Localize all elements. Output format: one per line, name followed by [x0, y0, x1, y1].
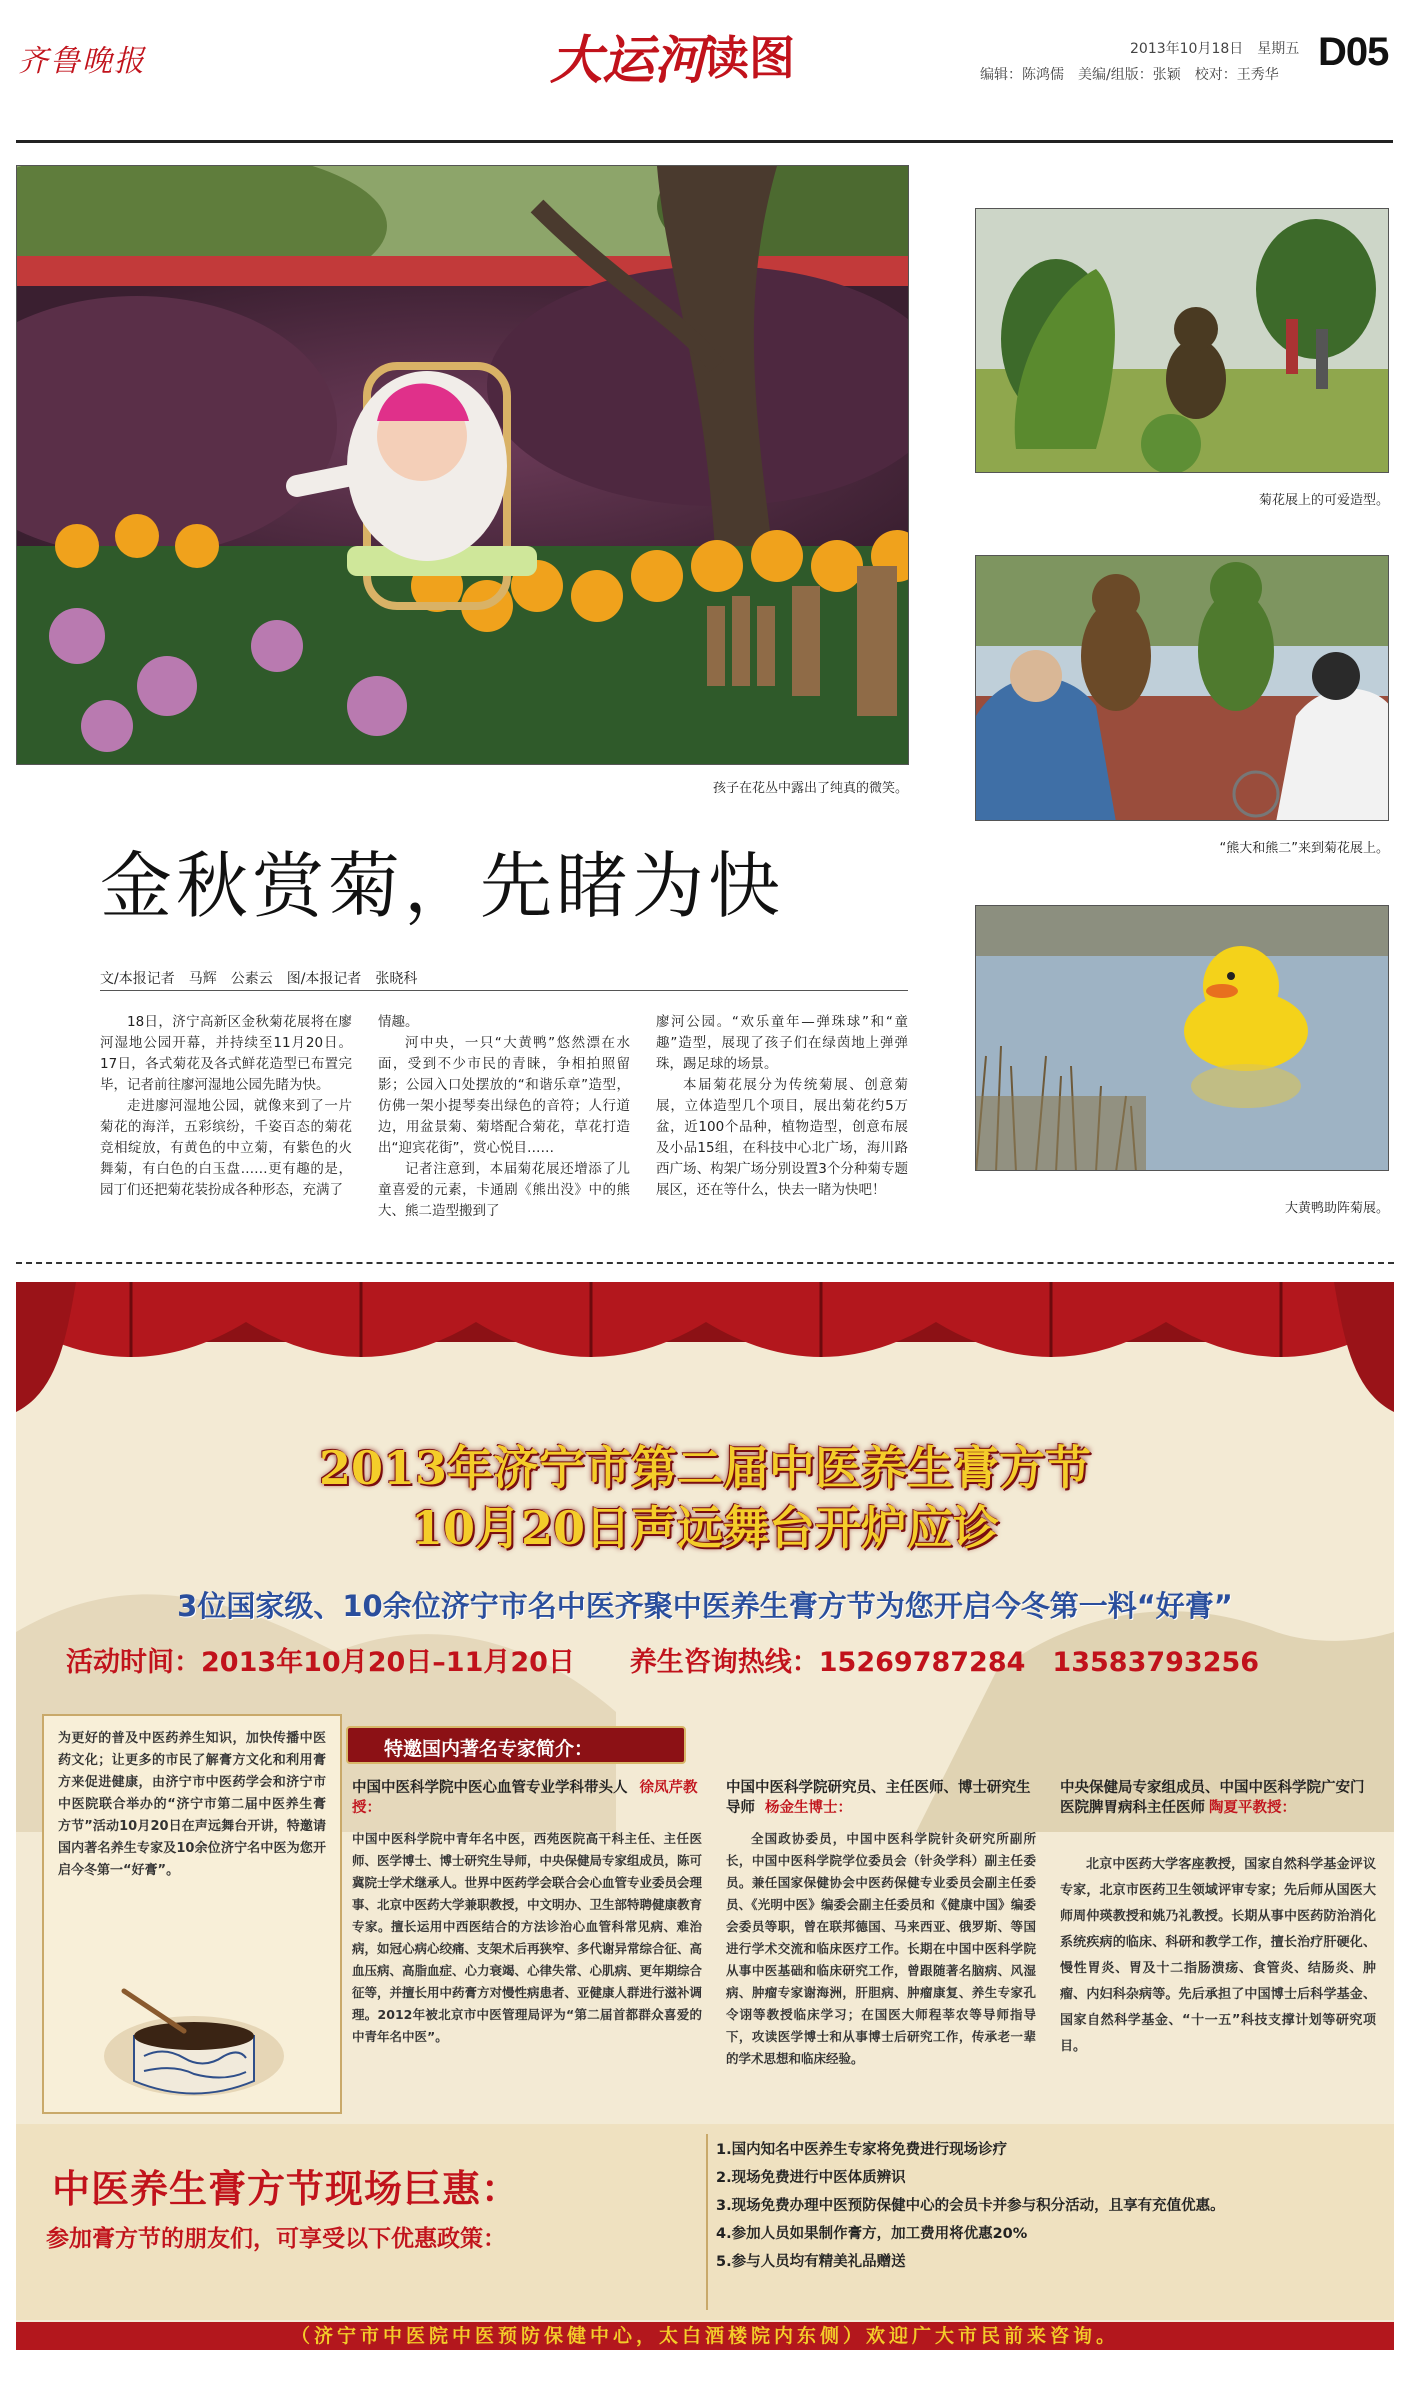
paragraph: 情趣。 — [378, 1014, 419, 1030]
section-divider — [16, 1262, 1394, 1264]
main-photo-caption: 孩子在花丛中露出了纯真的微笑。 — [712, 781, 908, 796]
article-column-2 — [378, 1012, 630, 1222]
ad-footer-text: （济宁市中医院中医预防保健中心，太白酒楼院内东侧）欢迎广大市民前来咨询。 — [290, 2325, 1119, 2347]
hotline-label: 养生咨询热线： — [629, 1647, 819, 1678]
promo-subtitle: 参加膏方节的朋友们，可享受以下优惠政策： — [46, 2226, 506, 2252]
expert-3-bio: 北京中医药大学客座教授，国家自然科学基金评议专家，北京市医药卫生领域评审专家；先后师从国医大师周仲瑛教授和姚乃礼教授。长期从事中医药防治消化系统疾病的临床、科研和教学工作，擅长治疗肝硬化、慢性胃炎、胃及十二指肠溃疡、食管炎、结肠炎、肿瘤、内妇科杂病等。先后承担了中国博士后科学基金、国家自然科学基金、“十一五”科技支撑计划等研究项目。 — [1060, 1857, 1376, 2054]
rubber-duck-lake-image — [976, 906, 1389, 1171]
advertisement — [16, 1282, 1394, 2350]
masthead-rule — [16, 140, 1393, 143]
promo-list — [716, 2136, 1225, 2276]
promo-item: 1.国内知名中医养生专家将免费进行现场诊疗 — [716, 2142, 1008, 2158]
side-photo-3 — [975, 905, 1389, 1171]
section-name: 读图 — [703, 31, 795, 85]
paper-name: 齐鲁晚报 — [18, 44, 146, 79]
article-column-3 — [656, 1012, 908, 1201]
paragraph: 走进廖河湿地公园，就像来到了一片菊花的海洋，五彩缤纷，千姿百态的菊花竞相绽放，有黄色的中立菊，有紫色的火舞菊，有白色的白玉盘……更有趣的是，园丁们还把菊花装扮成各种形态，充满了 — [100, 1098, 352, 1198]
side-photo-1 — [975, 208, 1389, 473]
time-label: 活动时间： — [66, 1647, 201, 1678]
herbal-paste-jar-image — [84, 1986, 304, 2106]
paragraph: 18日，济宁高新区金秋菊花展将在廖河湿地公园开幕，并持续至11月20日。17日，各式菊花及各式鲜花造型已布置完毕，记者前往廖河湿地公园先睹为快。 — [100, 1014, 352, 1093]
expert-name: 陶夏平教授： — [1209, 1800, 1296, 1816]
promo-title: 中医养生膏方节现场巨惠： — [52, 2167, 521, 2211]
experts-banner — [346, 1726, 686, 1764]
side-caption-2: “熊大和熊二”来到菊花展上。 — [1219, 841, 1389, 856]
weekday: 星期五 — [1257, 41, 1300, 57]
ad-footer-bar — [16, 2322, 1394, 2350]
expert-1-bio: 中国中医科学院中青年名中医，西苑医院高干科主任、主任医师、医学博士、博士研究生导师，中央保健局专家组成员，陈可冀院士学术继承人。世界中医药学会联合会心血管专业委员会理事、北京中医药大学兼职教授，中文明办、卫生部特聘健康教育专家。擅长运用中西医结合的方法诊治心血管科常见病、难治病，如冠心病心绞痛、支架术后再狭窄、多代谢异常综合征、高血压病、高脂血症、心力衰竭、心律失常、心肌病、更年期综合征等，并擅长用中药膏方对慢性病患者、亚健康人群进行滋补调理。2012年被北京市中医管理局评为“第二届首都群众喜爱的中青年名中医”。 — [352, 1831, 703, 2044]
promo-item: 3.现场免费办理中医预防保健中心的会员卡并参与积分活动，且享有充值优惠。 — [716, 2198, 1225, 2214]
paragraph: 记者注意到，本届菊花展还增添了儿童喜爱的元素，卡通剧《熊出没》中的熊大、熊二造型搬到了 — [378, 1161, 630, 1219]
child-in-flowers-image — [17, 166, 909, 765]
ad-subtitle: 3位国家级、10余位济宁市名中医齐聚中医养生膏方节为您开启今冬第一料“好膏” — [177, 1589, 1233, 1623]
expert-3-title — [1060, 1778, 1376, 1818]
promo-item: 4.参加人员如果制作膏方，加工费用将优惠20% — [716, 2226, 1028, 2242]
expert-1-title — [352, 1778, 702, 1818]
ad-title-line-1: 2013年济宁市第二届中医养生膏方节 — [318, 1441, 1092, 1495]
side-caption-1: 菊花展上的可爱造型。 — [1258, 493, 1389, 508]
hotline-value: 15269787284 13583793256 — [818, 1647, 1260, 1678]
expert-title: 中国中医科学院中医心血管专业学科带头人 — [352, 1780, 628, 1796]
side-caption-3: 大黄鸭助阵菊展。 — [1284, 1201, 1389, 1216]
bear-topiaries-image — [976, 556, 1389, 821]
date: 2013年10月18日 — [1130, 41, 1244, 57]
stage-curtain-graphic — [16, 1282, 1394, 1412]
byline-rule — [100, 990, 908, 991]
expert-title: 中央保健局专家组成员、中国中医科学院广安门医院脾胃病科主任医师 — [1060, 1780, 1365, 1816]
article-column-1 — [100, 1012, 352, 1201]
expert-2-title — [726, 1778, 1036, 1818]
time-value: 2013年10月20日–11月20日 — [201, 1647, 575, 1678]
ad-time-row — [66, 1640, 1259, 1679]
expert-title: 中国中医科学院研究员、主任医师、博士研究生导师 — [726, 1780, 1031, 1816]
section-brand: 大运河 — [550, 30, 707, 91]
experts-banner-text: 特邀国内著名专家简介： — [384, 1738, 594, 1760]
side-photo-2 — [975, 555, 1389, 821]
intro-box — [42, 1714, 342, 2114]
expert-name: 徐凤芹教授： — [352, 1780, 698, 1816]
paragraph: 河中央，一只“大黄鸭”悠然漂在水面，受到不少市民的青睐，争相拍照留影；公园入口处摆放的“和谐乐章”造型，仿佛一架小提琴奏出绿色的音符；人行道边，用盆景菊、菊塔配合菊花，草花打造出“迎宾花街”，赏心悦目…… — [378, 1035, 630, 1156]
topiary-figures-image — [976, 209, 1389, 473]
promo-divider — [706, 2134, 708, 2310]
expert-name: 杨金生博士： — [765, 1800, 852, 1816]
issue-date — [1130, 38, 1299, 58]
paragraph: 廖河公园。“欢乐童年—弹珠球”和“童趣”造型，展现了孩子们在绿茵地上弹弹珠，踢足球的场景。 — [656, 1014, 908, 1072]
promo-item: 5.参与人员均有精美礼品赠送 — [716, 2254, 906, 2270]
intro-text: 为更好的普及中医药养生知识，加快传播中医药文化；让更多的市民了解膏方文化和利用膏方来促进健康，由济宁市中医药学会和济宁市中医院联合举办的“济宁市第二届中医养生膏方节”活动10月20日在声远舞台开讲，特邀请国内著名养生专家及10余位济宁名中医为您开启今冬第一“好膏”。 — [58, 1731, 326, 1878]
ad-title-line-2: 10月20日声远舞台开炉应诊 — [410, 1501, 1000, 1555]
headline: 金秋赏菊，先睹为快 — [100, 844, 785, 928]
byline: 文/本报记者 马辉 公素云 图/本报记者 张晓科 — [100, 971, 418, 987]
expert-2-bio: 全国政协委员，中国中医科学院针灸研究所副所长，中国中医科学院学位委员会（针灸学科）副主任委员。兼任国家保健协会中医药保健专业委员会副主任委员、《光明中医》编委会副主任委员和《健康中国》编委会委员等职，曾在联邦德国、马来西亚、俄罗斯、等国进行学术交流和临床医疗工作。长期在中国中医科学院从事中医基础和临床研究工作，曾跟随著名脑病、风湿病、肿瘤专家谢海洲，肝胆病、肿瘤康复、养生专家孔令诩等教授临床学习；在国医大师程莘农等导师指导下，攻读医学博士和从事博士后研究工作，传承老一辈的学术思想和临床经验。 — [726, 1831, 1036, 2066]
editors-line: 编辑：陈鸿儒 美编/组版：张颖 校对：王秀华 — [980, 67, 1279, 83]
page-number: D05 — [1318, 30, 1389, 74]
main-photo — [16, 165, 909, 765]
paragraph: 本届菊花展分为传统菊展、创意菊展，立体造型几个项目，展出菊花约5万盆，近100个品种，植物造型，创意布展及小品15组，在科技中心北广场，海川路西广场、构架广场分别设置3个分种菊专题展区，还在等什么，快去一睹为快吧！ — [656, 1077, 908, 1198]
promo-item: 2.现场免费进行中医体质辨识 — [716, 2170, 906, 2186]
